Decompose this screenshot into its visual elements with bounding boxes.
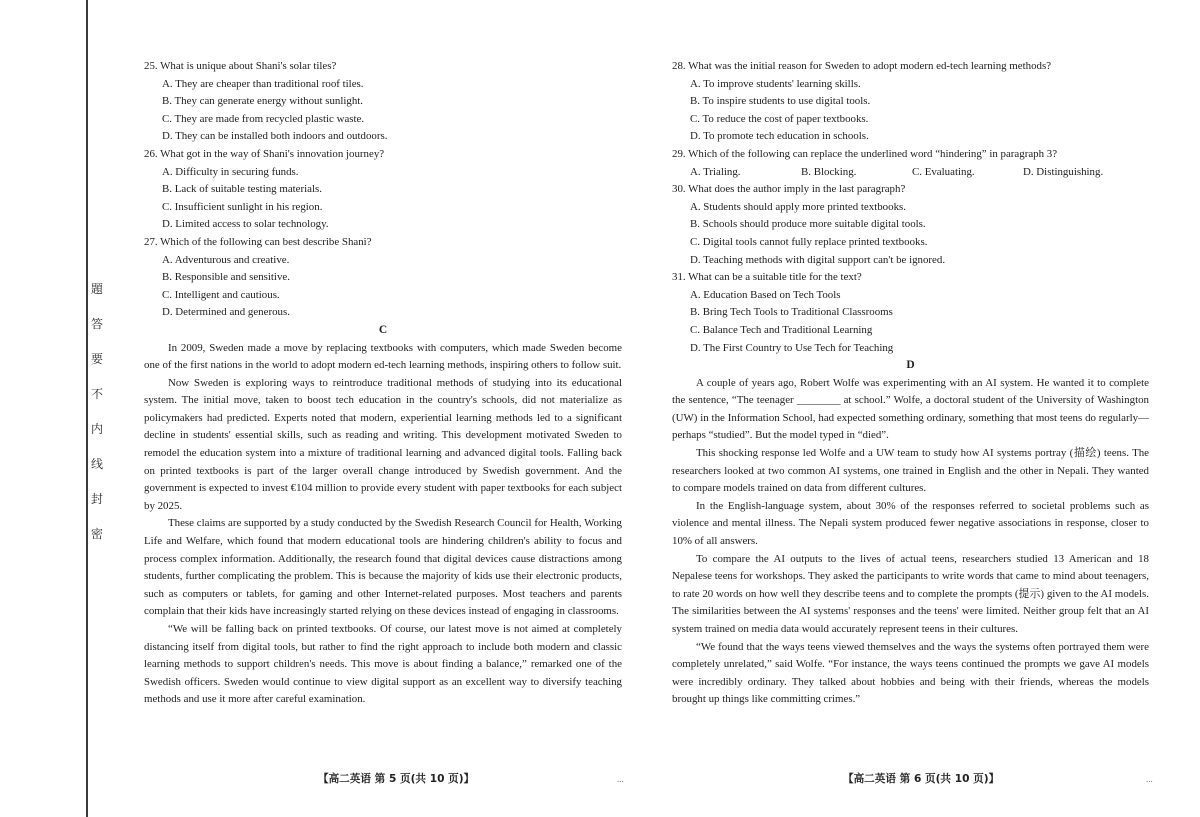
question-29-stem: 29. Which of the following can replace the underlined word “hindering” in paragraph 3? bbox=[672, 147, 1058, 160]
passage-paragraph: “We will be falling back on printed textbooks. Of course, our latest move is not aimed at completely distancing itself from digital tools, but rather to find the right approach to include both modern and classic learning methods to support children's needs. This move is about finding a balance,” remarked one of the Swedish officers. Sweden would continue to view digital support as an excellent way to diversify teaching methods and use it more after careful examination. bbox=[144, 623, 622, 706]
option: A. Education Based on Tech Tools bbox=[690, 288, 841, 301]
page-footer-5: 【高二英语 第 5 页(共 10 页)】 bbox=[318, 773, 475, 785]
question-31-stem: 31. What can be a suitable title for the text? bbox=[672, 271, 862, 284]
option: C. Intelligent and cautious. bbox=[162, 288, 280, 301]
option: A. Difficulty in securing funds. bbox=[162, 165, 299, 178]
option: D. Teaching methods with digital support can't be ignored. bbox=[690, 253, 946, 266]
question-26-stem: 26. What got in the way of Shani's innovation journey? bbox=[144, 147, 385, 160]
option: B. Lack of suitable testing materials. bbox=[162, 183, 322, 196]
option: C. To reduce the cost of paper textbooks. bbox=[690, 112, 869, 125]
option: D. The First Country to Use Tech for Teaching bbox=[690, 341, 894, 354]
option: C. Digital tools cannot fully replace printed textbooks. bbox=[690, 235, 928, 248]
page-mark: ... bbox=[617, 774, 624, 784]
passage-paragraph: A couple of years ago, Robert Wolfe was experimenting with an AI system. He wanted it to complete the sentence, “The teenager ________ at school.” Wolfe, a doctoral student of the University of Washington (UW) in the Information School, had expected something ordinary, something that most teens do regularly—perhaps “studied”. But the model typed in “died”. bbox=[672, 376, 1149, 442]
option: A. To improve students' learning skills. bbox=[690, 77, 861, 90]
section-heading-c: C bbox=[378, 323, 388, 336]
binding-char: 密 bbox=[90, 527, 103, 541]
option: D. They can be installed both indoors and outdoors. bbox=[162, 130, 388, 143]
binding-char: 答 bbox=[90, 317, 103, 331]
binding-char: 要 bbox=[90, 352, 103, 366]
option: B. Schools should produce more suitable digital tools. bbox=[690, 218, 926, 231]
option: C. Balance Tech and Traditional Learning bbox=[690, 323, 873, 336]
question-29-options bbox=[690, 164, 1149, 182]
binding-char: 題 bbox=[90, 282, 103, 296]
option: C. Evaluating. bbox=[912, 165, 975, 178]
binding-char: 封 bbox=[90, 492, 103, 506]
binding-char: 线 bbox=[90, 457, 103, 471]
option: D. Distinguishing. bbox=[1023, 165, 1104, 178]
right-column bbox=[672, 58, 1149, 709]
option: B. Blocking. bbox=[801, 165, 857, 178]
left-column bbox=[144, 58, 622, 709]
question-25-stem: 25. What is unique about Shani's solar tiles? bbox=[144, 60, 337, 72]
question-28-stem: 28. What was the initial reason for Sweden to adopt modern ed-tech learning methods? bbox=[672, 60, 1052, 72]
question-27-stem: 27. Which of the following can best describe Shani? bbox=[144, 235, 372, 248]
option: A. They are cheaper than traditional roof tiles. bbox=[162, 77, 364, 90]
binding-char: 不 bbox=[90, 387, 103, 401]
option: A. Trialing. bbox=[690, 165, 741, 178]
passage-paragraph: To compare the AI outputs to the lives of actual teens, researchers studied 13 American and 18 Nepalese teens for workshops. They asked the participants to write words that came to mind about teenagers, to rate 20 words on how well they describe teens and to complete the prompts (提示) given to the AI models. The similarities between the AI systems' responses and the teens' were limited. Neither group felt that an AI system trained on media data would accurately represent teens in their cultures. bbox=[672, 552, 1149, 635]
page-footer-6: 【高二英语 第 6 页(共 10 页)】 bbox=[843, 773, 1000, 785]
option: D. To promote tech education in schools. bbox=[690, 130, 869, 143]
passage-paragraph: These claims are supported by a study conducted by the Swedish Research Council for Health, Working Life and Welfare, which found that modern educational tools are hindering children's ability to focus and process complex information. Additionally, the research found that digital devices cause distractions among students, further complicating the problem. This is because the majority of kids use their electronic products, such as computers or tablets, for gaming and other Internet-related purposes. Most teachers and parents complain that their kids have increasingly started relying on these devices instead of engaging in classrooms. bbox=[144, 517, 622, 618]
option: B. To inspire students to use digital tools. bbox=[690, 95, 871, 108]
passage-paragraph: This shocking response led Wolfe and a UW team to study how AI systems portray (描绘) teens. The researchers looked at two common AI systems, one trained in English and the other in Nepali. They wanted to compare models trained on data from different cultures. bbox=[672, 447, 1149, 495]
option: C. Insufficient sunlight in his region. bbox=[162, 200, 323, 213]
question-30-stem: 30. What does the author imply in the last paragraph? bbox=[672, 183, 906, 196]
option: B. Responsible and sensitive. bbox=[162, 271, 290, 284]
option: A. Adventurous and creative. bbox=[162, 253, 290, 266]
passage-paragraph: In 2009, Sweden made a move by replacing textbooks with computers, which made Sweden become one of the first nations in the world to adopt modern ed-tech learning methods, inspiring others to follow suit. bbox=[144, 341, 622, 372]
option: B. They can generate energy without sunlight. bbox=[162, 95, 364, 108]
option: D. Determined and generous. bbox=[162, 306, 290, 319]
section-heading-d: D bbox=[906, 359, 915, 372]
binding-line bbox=[86, 0, 88, 817]
option: C. They are made from recycled plastic waste. bbox=[162, 112, 365, 125]
passage-paragraph: Now Sweden is exploring ways to reintroduce traditional methods of studying into its educational system. The initial move, taken to boost tech education in the country's schools, did not materialize as policymakers had predicted. Experts noted that modern, experiential learning methods led to a significant decline in students' essential skills, such as reading and writing. This development motivated Sweden to remodel the education system into a mixture of traditional learning and advanced digital tools. Falling back on printed textbooks is part of the larger overall change introduced by Swedish government. And the government is expected to invest €104 million to provide every student with paper textbooks for each subject by 2025. bbox=[144, 376, 622, 512]
passage-paragraph: “We found that the ways teens viewed themselves and the ways the systems often portrayed them were completely unrelated,” said Wolfe. “For instance, the ways teens continued the prompts we gave AI models were incredibly ordinary. They talked about hobbies and being with their friends, whereas the models brought up things like committing crimes.” bbox=[672, 640, 1149, 706]
option: B. Bring Tech Tools to Traditional Classrooms bbox=[690, 306, 893, 319]
binding-char: 内 bbox=[90, 422, 103, 436]
option: D. Limited access to solar technology. bbox=[162, 218, 329, 231]
binding-notice bbox=[90, 282, 104, 541]
page-mark: ... bbox=[1146, 774, 1153, 784]
passage-paragraph: In the English-language system, about 30% of the responses referred to societal problems such as violence and mental illness. The Nepali system produced fewer negative associations in response, closer to 10% of all answers. bbox=[672, 499, 1149, 548]
option: A. Students should apply more printed textbooks. bbox=[690, 200, 906, 213]
